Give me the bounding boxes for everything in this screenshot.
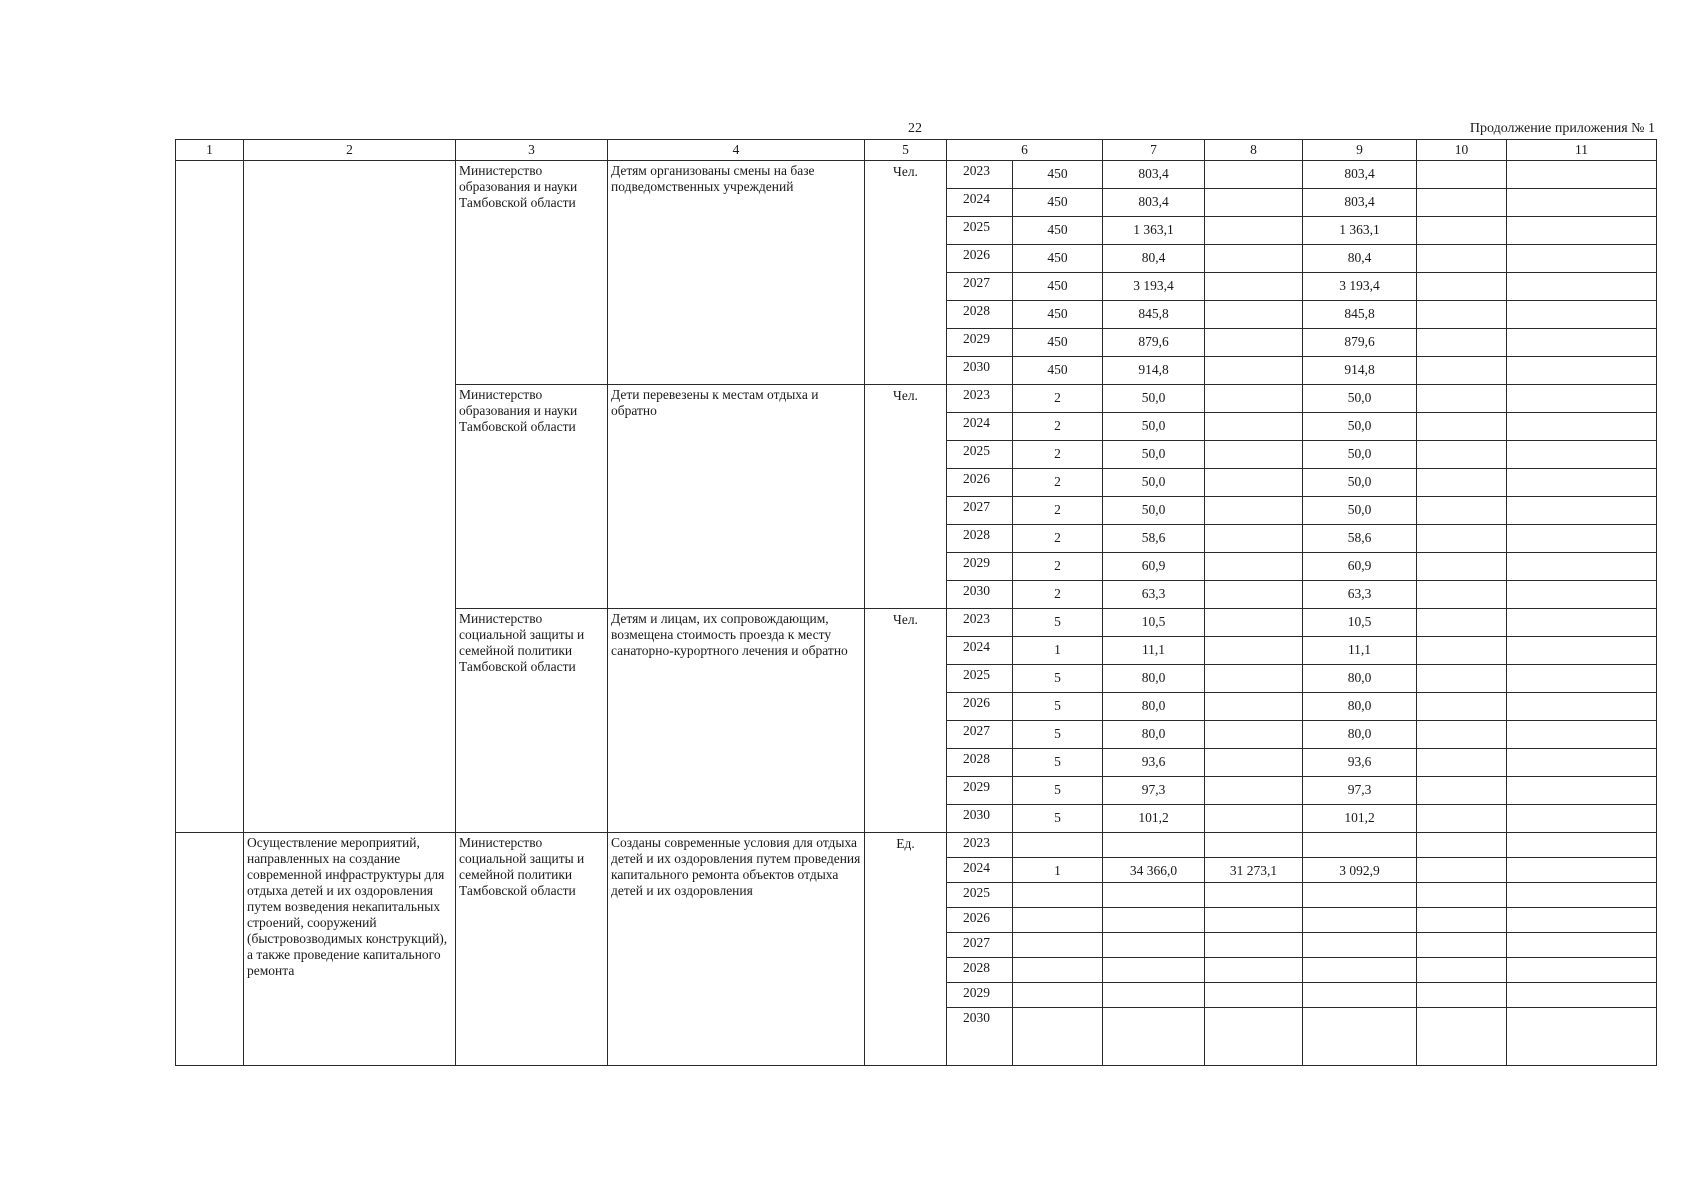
value-col10-cell [1417, 553, 1507, 581]
year-cell: 2026 [947, 469, 1013, 497]
year-cell: 2025 [947, 217, 1013, 245]
year-cell: 2024 [947, 858, 1013, 883]
result-cell: Созданы современные условия для отдыха детей и их оздоровления путем проведения капитального ремонта объектов отдыха детей и их оздоровления [608, 833, 865, 1066]
value-col10-cell [1417, 413, 1507, 441]
value-col10-cell [1417, 721, 1507, 749]
value-col8-cell [1205, 1008, 1303, 1066]
value-col10-cell [1417, 469, 1507, 497]
column-header: 9 [1303, 140, 1417, 161]
value-col6-cell: 2 [1013, 385, 1103, 413]
value-col7-cell: 50,0 [1103, 413, 1205, 441]
year-cell: 2027 [947, 721, 1013, 749]
value-col11-cell [1507, 958, 1657, 983]
value-col10-cell [1417, 357, 1507, 385]
value-col11-cell [1507, 497, 1657, 525]
year-cell: 2028 [947, 749, 1013, 777]
value-col8-cell [1205, 721, 1303, 749]
col1-cell [176, 161, 244, 833]
value-col9-cell: 803,4 [1303, 161, 1417, 189]
value-col10-cell [1417, 581, 1507, 609]
year-cell: 2029 [947, 329, 1013, 357]
value-col6-cell: 1 [1013, 858, 1103, 883]
year-cell: 2025 [947, 441, 1013, 469]
value-col6-cell: 5 [1013, 693, 1103, 721]
value-col6-cell: 2 [1013, 525, 1103, 553]
value-col11-cell [1507, 665, 1657, 693]
value-col6-cell: 450 [1013, 301, 1103, 329]
value-col8-cell [1205, 217, 1303, 245]
value-col9-cell: 50,0 [1303, 441, 1417, 469]
value-col8-cell: 31 273,1 [1205, 858, 1303, 883]
value-col9-cell [1303, 983, 1417, 1008]
value-col6-cell: 450 [1013, 329, 1103, 357]
value-col9-cell: 10,5 [1303, 609, 1417, 637]
unit-cell: Чел. [865, 161, 947, 385]
value-col11-cell [1507, 609, 1657, 637]
value-col11-cell [1507, 329, 1657, 357]
value-col6-cell [1013, 1008, 1103, 1066]
value-col8-cell [1205, 805, 1303, 833]
value-col7-cell: 50,0 [1103, 469, 1205, 497]
year-cell: 2030 [947, 1008, 1013, 1066]
value-col6-cell: 2 [1013, 581, 1103, 609]
value-col7-cell [1103, 933, 1205, 958]
value-col6-cell: 2 [1013, 497, 1103, 525]
column-header: 3 [456, 140, 608, 161]
value-col6-cell: 5 [1013, 777, 1103, 805]
value-col9-cell [1303, 883, 1417, 908]
continuation-label: Продолжение приложения № 1 [1469, 121, 1655, 136]
unit-cell: Чел. [865, 385, 947, 609]
value-col10-cell [1417, 693, 1507, 721]
value-col8-cell [1205, 693, 1303, 721]
value-col7-cell: 879,6 [1103, 329, 1205, 357]
value-col11-cell [1507, 525, 1657, 553]
year-cell: 2026 [947, 908, 1013, 933]
value-col6-cell: 5 [1013, 749, 1103, 777]
value-col7-cell: 10,5 [1103, 609, 1205, 637]
year-cell: 2028 [947, 301, 1013, 329]
year-cell: 2028 [947, 525, 1013, 553]
value-col9-cell: 63,3 [1303, 581, 1417, 609]
value-col11-cell [1507, 385, 1657, 413]
value-col9-cell: 3 092,9 [1303, 858, 1417, 883]
value-col10-cell [1417, 858, 1507, 883]
value-col8-cell [1205, 301, 1303, 329]
value-col10-cell [1417, 665, 1507, 693]
year-cell: 2026 [947, 693, 1013, 721]
value-col10-cell [1417, 749, 1507, 777]
value-col11-cell [1507, 908, 1657, 933]
value-col8-cell [1205, 273, 1303, 301]
column-header: 2 [244, 140, 456, 161]
value-col6-cell [1013, 933, 1103, 958]
year-cell: 2028 [947, 958, 1013, 983]
column-header: 11 [1507, 140, 1657, 161]
value-col6-cell: 450 [1013, 245, 1103, 273]
value-col7-cell: 80,0 [1103, 721, 1205, 749]
value-col7-cell: 803,4 [1103, 189, 1205, 217]
value-col9-cell [1303, 958, 1417, 983]
value-col11-cell [1507, 637, 1657, 665]
value-col7-cell [1103, 908, 1205, 933]
value-col9-cell: 50,0 [1303, 469, 1417, 497]
value-col9-cell: 60,9 [1303, 553, 1417, 581]
value-col9-cell: 50,0 [1303, 497, 1417, 525]
year-cell: 2023 [947, 385, 1013, 413]
value-col6-cell: 1 [1013, 637, 1103, 665]
value-col9-cell: 11,1 [1303, 637, 1417, 665]
value-col7-cell: 3 193,4 [1103, 273, 1205, 301]
value-col11-cell [1507, 245, 1657, 273]
year-cell: 2029 [947, 553, 1013, 581]
value-col8-cell [1205, 497, 1303, 525]
value-col6-cell: 450 [1013, 161, 1103, 189]
value-col9-cell: 3 193,4 [1303, 273, 1417, 301]
value-col6-cell [1013, 883, 1103, 908]
value-col10-cell [1417, 245, 1507, 273]
value-col9-cell: 80,0 [1303, 721, 1417, 749]
value-col8-cell [1205, 189, 1303, 217]
value-col11-cell [1507, 469, 1657, 497]
value-col10-cell [1417, 441, 1507, 469]
value-col10-cell [1417, 637, 1507, 665]
value-col10-cell [1417, 525, 1507, 553]
year-cell: 2024 [947, 413, 1013, 441]
value-col10-cell [1417, 217, 1507, 245]
value-col11-cell [1507, 161, 1657, 189]
value-col10-cell [1417, 805, 1507, 833]
result-cell: Детям и лицам, их сопровождающим, возмещена стоимость проезда к месту санаторно-курортного лечения и обратно [608, 609, 865, 833]
value-col7-cell [1103, 833, 1205, 858]
value-col9-cell [1303, 1008, 1417, 1066]
value-col7-cell: 50,0 [1103, 497, 1205, 525]
value-col7-cell: 60,9 [1103, 553, 1205, 581]
value-col10-cell [1417, 497, 1507, 525]
value-col8-cell [1205, 245, 1303, 273]
value-col7-cell: 93,6 [1103, 749, 1205, 777]
value-col11-cell [1507, 553, 1657, 581]
value-col6-cell: 2 [1013, 441, 1103, 469]
value-col7-cell: 58,6 [1103, 525, 1205, 553]
value-col11-cell [1507, 749, 1657, 777]
value-col11-cell [1507, 189, 1657, 217]
value-col6-cell: 2 [1013, 553, 1103, 581]
value-col8-cell [1205, 553, 1303, 581]
year-cell: 2024 [947, 637, 1013, 665]
value-col11-cell [1507, 217, 1657, 245]
value-col9-cell: 879,6 [1303, 329, 1417, 357]
value-col7-cell: 34 366,0 [1103, 858, 1205, 883]
value-col6-cell: 5 [1013, 665, 1103, 693]
value-col10-cell [1417, 161, 1507, 189]
value-col9-cell: 80,0 [1303, 693, 1417, 721]
value-col7-cell: 101,2 [1103, 805, 1205, 833]
header-row [176, 140, 1657, 161]
value-col11-cell [1507, 833, 1657, 858]
column-header: 10 [1417, 140, 1507, 161]
value-col8-cell [1205, 357, 1303, 385]
unit-cell: Ед. [865, 833, 947, 1066]
value-col7-cell: 50,0 [1103, 385, 1205, 413]
value-col8-cell [1205, 777, 1303, 805]
value-col9-cell: 101,2 [1303, 805, 1417, 833]
value-col10-cell [1417, 609, 1507, 637]
value-col7-cell: 80,0 [1103, 693, 1205, 721]
value-col8-cell [1205, 958, 1303, 983]
value-col10-cell [1417, 777, 1507, 805]
result-cell: Дети перевезены к местам отдыха и обратно [608, 385, 865, 609]
year-cell: 2029 [947, 777, 1013, 805]
value-col11-cell [1507, 721, 1657, 749]
value-col10-cell [1417, 908, 1507, 933]
value-col9-cell: 97,3 [1303, 777, 1417, 805]
value-col8-cell [1205, 441, 1303, 469]
value-col10-cell [1417, 385, 1507, 413]
unit-cell: Чел. [865, 609, 947, 833]
column-header: 7 [1103, 140, 1205, 161]
value-col8-cell [1205, 637, 1303, 665]
value-col7-cell: 914,8 [1103, 357, 1205, 385]
value-col9-cell [1303, 833, 1417, 858]
value-col11-cell [1507, 413, 1657, 441]
column-header: 5 [865, 140, 947, 161]
value-col8-cell [1205, 413, 1303, 441]
value-col10-cell [1417, 1008, 1507, 1066]
value-col9-cell: 914,8 [1303, 357, 1417, 385]
value-col9-cell: 80,4 [1303, 245, 1417, 273]
year-cell: 2023 [947, 833, 1013, 858]
executor-cell: Министерство образования и науки Тамбовской области [456, 161, 608, 385]
value-col9-cell: 58,6 [1303, 525, 1417, 553]
value-col7-cell: 11,1 [1103, 637, 1205, 665]
value-col11-cell [1507, 1008, 1657, 1066]
year-cell: 2025 [947, 665, 1013, 693]
value-col10-cell [1417, 301, 1507, 329]
value-col7-cell [1103, 958, 1205, 983]
value-col6-cell: 5 [1013, 609, 1103, 637]
table-row [176, 833, 1657, 858]
value-col7-cell: 845,8 [1103, 301, 1205, 329]
measure-cell: Осуществление мероприятий, направленных на создание современной инфраструктуры для отдыха детей и их оздоровления путем возведения некапитальных строений, сооружений (быстровозводимых конструкций), а также проведение капитального ремонта [244, 833, 456, 1066]
value-col9-cell: 845,8 [1303, 301, 1417, 329]
value-col6-cell: 2 [1013, 413, 1103, 441]
value-col8-cell [1205, 161, 1303, 189]
executor-cell: Министерство социальной защиты и семейной политики Тамбовской области [456, 609, 608, 833]
appendix-table [175, 139, 1657, 1066]
value-col8-cell [1205, 581, 1303, 609]
col1-cell [176, 833, 244, 1066]
value-col9-cell: 80,0 [1303, 665, 1417, 693]
value-col9-cell: 50,0 [1303, 385, 1417, 413]
value-col6-cell: 5 [1013, 805, 1103, 833]
value-col6-cell: 5 [1013, 721, 1103, 749]
value-col9-cell: 803,4 [1303, 189, 1417, 217]
value-col8-cell [1205, 908, 1303, 933]
year-cell: 2025 [947, 883, 1013, 908]
page-number: 22 [908, 121, 922, 136]
value-col6-cell: 450 [1013, 357, 1103, 385]
column-header: 4 [608, 140, 865, 161]
value-col9-cell: 50,0 [1303, 413, 1417, 441]
executor-cell: Министерство образования и науки Тамбовской области [456, 385, 608, 609]
value-col8-cell [1205, 983, 1303, 1008]
value-col11-cell [1507, 858, 1657, 883]
value-col7-cell: 50,0 [1103, 441, 1205, 469]
value-col11-cell [1507, 933, 1657, 958]
year-cell: 2030 [947, 357, 1013, 385]
value-col8-cell [1205, 749, 1303, 777]
value-col11-cell [1507, 805, 1657, 833]
value-col11-cell [1507, 301, 1657, 329]
value-col8-cell [1205, 385, 1303, 413]
value-col11-cell [1507, 273, 1657, 301]
value-col9-cell: 1 363,1 [1303, 217, 1417, 245]
year-cell: 2026 [947, 245, 1013, 273]
value-col9-cell [1303, 933, 1417, 958]
value-col11-cell [1507, 883, 1657, 908]
value-col10-cell [1417, 833, 1507, 858]
value-col8-cell [1205, 609, 1303, 637]
value-col10-cell [1417, 958, 1507, 983]
value-col7-cell: 63,3 [1103, 581, 1205, 609]
value-col7-cell: 1 363,1 [1103, 217, 1205, 245]
value-col8-cell [1205, 329, 1303, 357]
year-cell: 2027 [947, 273, 1013, 301]
column-header: 8 [1205, 140, 1303, 161]
year-cell: 2027 [947, 497, 1013, 525]
year-cell: 2023 [947, 609, 1013, 637]
value-col6-cell [1013, 983, 1103, 1008]
value-col6-cell [1013, 908, 1103, 933]
year-cell: 2024 [947, 189, 1013, 217]
value-col9-cell: 93,6 [1303, 749, 1417, 777]
value-col6-cell: 2 [1013, 469, 1103, 497]
value-col8-cell [1205, 883, 1303, 908]
value-col11-cell [1507, 693, 1657, 721]
value-col8-cell [1205, 833, 1303, 858]
value-col11-cell [1507, 357, 1657, 385]
year-cell: 2023 [947, 161, 1013, 189]
value-col10-cell [1417, 189, 1507, 217]
value-col10-cell [1417, 273, 1507, 301]
value-col11-cell [1507, 581, 1657, 609]
value-col9-cell [1303, 908, 1417, 933]
column-header: 1 [176, 140, 244, 161]
value-col7-cell: 80,4 [1103, 245, 1205, 273]
value-col8-cell [1205, 525, 1303, 553]
value-col8-cell [1205, 665, 1303, 693]
year-cell: 2030 [947, 805, 1013, 833]
value-col11-cell [1507, 777, 1657, 805]
value-col6-cell: 450 [1013, 189, 1103, 217]
value-col6-cell [1013, 958, 1103, 983]
measure-cell [244, 161, 456, 833]
value-col8-cell [1205, 933, 1303, 958]
value-col7-cell: 97,3 [1103, 777, 1205, 805]
value-col7-cell: 80,0 [1103, 665, 1205, 693]
column-header: 6 [947, 140, 1103, 161]
year-cell: 2027 [947, 933, 1013, 958]
value-col6-cell: 450 [1013, 273, 1103, 301]
value-col6-cell: 450 [1013, 217, 1103, 245]
value-col10-cell [1417, 329, 1507, 357]
year-cell: 2030 [947, 581, 1013, 609]
value-col7-cell [1103, 883, 1205, 908]
value-col10-cell [1417, 883, 1507, 908]
value-col6-cell [1013, 833, 1103, 858]
table-row [176, 161, 1657, 189]
value-col8-cell [1205, 469, 1303, 497]
value-col7-cell [1103, 1008, 1205, 1066]
value-col10-cell [1417, 933, 1507, 958]
value-col7-cell: 803,4 [1103, 161, 1205, 189]
year-cell: 2029 [947, 983, 1013, 1008]
value-col10-cell [1417, 983, 1507, 1008]
value-col11-cell [1507, 983, 1657, 1008]
value-col11-cell [1507, 441, 1657, 469]
executor-cell: Министерство социальной защиты и семейной политики Тамбовской области [456, 833, 608, 1066]
value-col7-cell [1103, 983, 1205, 1008]
result-cell: Детям организованы смены на базе подведомственных учреждений [608, 161, 865, 385]
